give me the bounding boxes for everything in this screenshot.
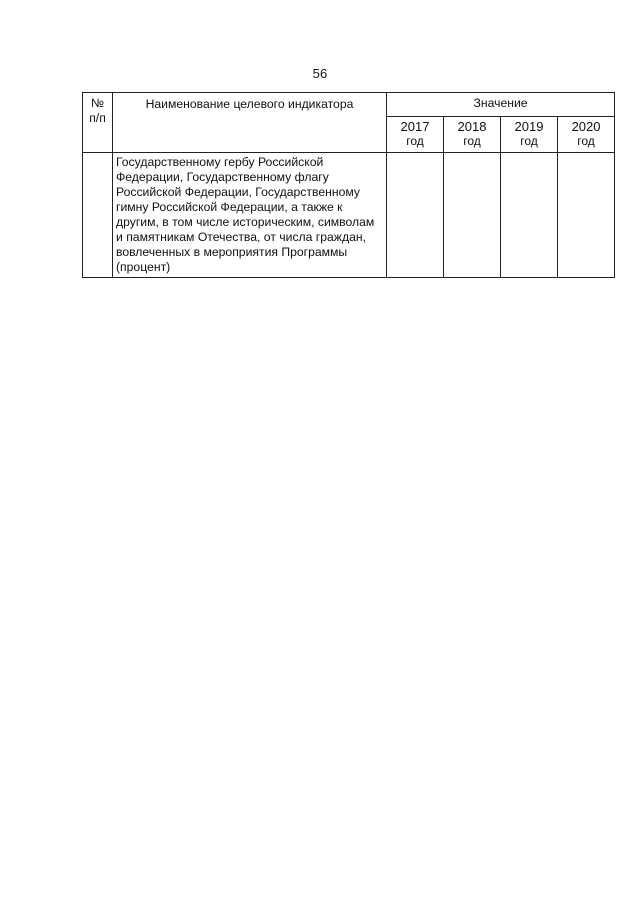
indicator-table [82, 92, 615, 278]
page-number: 56 [312, 66, 328, 81]
header-year-2019 [501, 117, 558, 153]
row-indicator-name: Государственному гербу Российской Федерации, Государственному флагу Российской Федерации, Государственному гимну Российской Федерации, а также к другим, в том числе историческим, символам и памятникам Отечества, от числа граждан, вовлеченных в мероприятия Программы (процент) [113, 153, 387, 278]
year-unit: год [577, 134, 595, 148]
header-year-2020 [558, 117, 615, 153]
year-unit: год [463, 134, 481, 148]
year-label: 2020 [571, 119, 601, 134]
header-value-group: Значение [387, 93, 615, 117]
header-number-abbrev: п/п [89, 111, 106, 125]
year-label: 2017 [400, 119, 430, 134]
header-number-cell [83, 93, 113, 153]
year-unit: год [406, 134, 424, 148]
year-label: 2019 [514, 119, 544, 134]
row-number-cell [83, 153, 113, 278]
row-value-2019 [501, 153, 558, 278]
header-year-2017 [387, 117, 444, 153]
year-label: 2018 [457, 119, 487, 134]
header-indicator-name: Наименование целевого индикатора [113, 93, 387, 153]
table-row [83, 153, 615, 278]
row-value-2017 [387, 153, 444, 278]
header-number-symbol: № [90, 96, 105, 110]
row-value-2018 [444, 153, 501, 278]
year-unit: год [520, 134, 538, 148]
header-year-2018 [444, 117, 501, 153]
row-value-2020 [558, 153, 615, 278]
table-header-row [83, 93, 615, 117]
